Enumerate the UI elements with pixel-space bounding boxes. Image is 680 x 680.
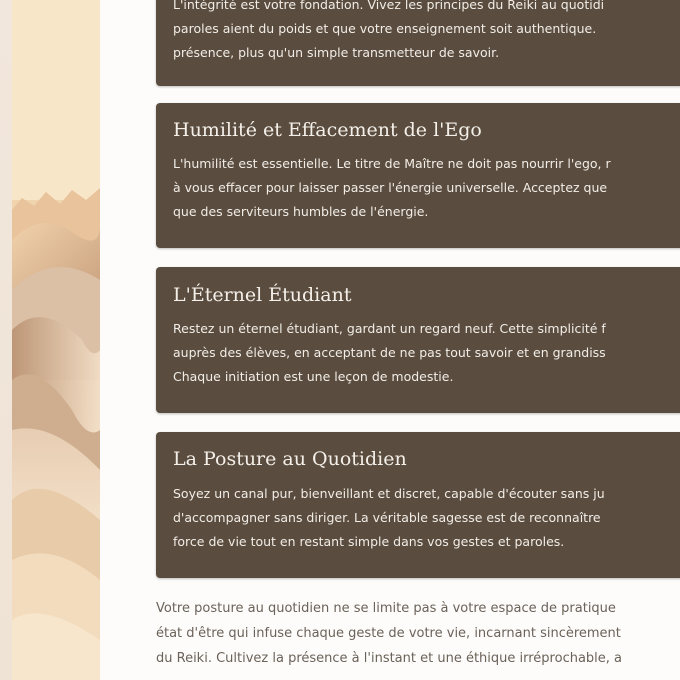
card-daily-posture	[156, 432, 680, 578]
desert-dunes-image	[12, 0, 100, 680]
card-line: auprès des élèves, en acceptant de ne pas tout savoir et en grandiss	[173, 345, 606, 360]
paragraph-line: état d'être qui infuse chaque geste de votre vie, incarnant sincèrement	[156, 626, 621, 641]
card-line: que des serviteurs humbles de l'énergie.	[173, 204, 429, 219]
card-line: Restez un éternel étudiant, gardant un regard neuf. Cette simplicité f	[173, 321, 606, 336]
card-line: L'humilité est essentielle. Le titre de Maître ne doit pas nourrir l'ego, r	[173, 156, 611, 171]
card-eternal-student	[156, 267, 680, 413]
main-content	[156, 0, 680, 680]
card-title: La Posture au Quotidien	[173, 448, 407, 470]
card-line: paroles aient du poids et que votre enseignement soit authentique.	[173, 21, 597, 36]
card-line: Soyez un canal pur, bienveillant et discret, capable d'écouter sans ju	[173, 486, 605, 501]
card-line: présence, plus qu'un simple transmetteur de savoir.	[173, 45, 500, 60]
paragraph-line: Votre posture au quotidien ne se limite pas à votre espace de pratique	[156, 601, 616, 616]
card-line: force de vie tout en restant simple dans vos gestes et paroles.	[173, 534, 565, 549]
closing-paragraph	[156, 596, 680, 671]
card-humility	[156, 103, 680, 248]
paragraph-line: du Reiki. Cultivez la présence à l'instant et une éthique irréprochable, a	[156, 651, 623, 666]
card-line: L'intégrité est votre fondation. Vivez les principes du Reiki au quotidi	[173, 0, 605, 12]
card-title: L'Éternel Étudiant	[173, 284, 352, 306]
card-line: à vous effacer pour laisser passer l'énergie universelle. Acceptez que	[173, 180, 608, 195]
hero-left-strip	[0, 0, 12, 680]
card-integrity	[156, 0, 680, 86]
card-line: d'accompagner sans diriger. La véritable sagesse est de reconnaître	[173, 510, 601, 525]
card-title: Humilité et Effacement de l'Ego	[173, 119, 482, 141]
card-line: Chaque initiation est une leçon de modestie.	[173, 369, 454, 384]
